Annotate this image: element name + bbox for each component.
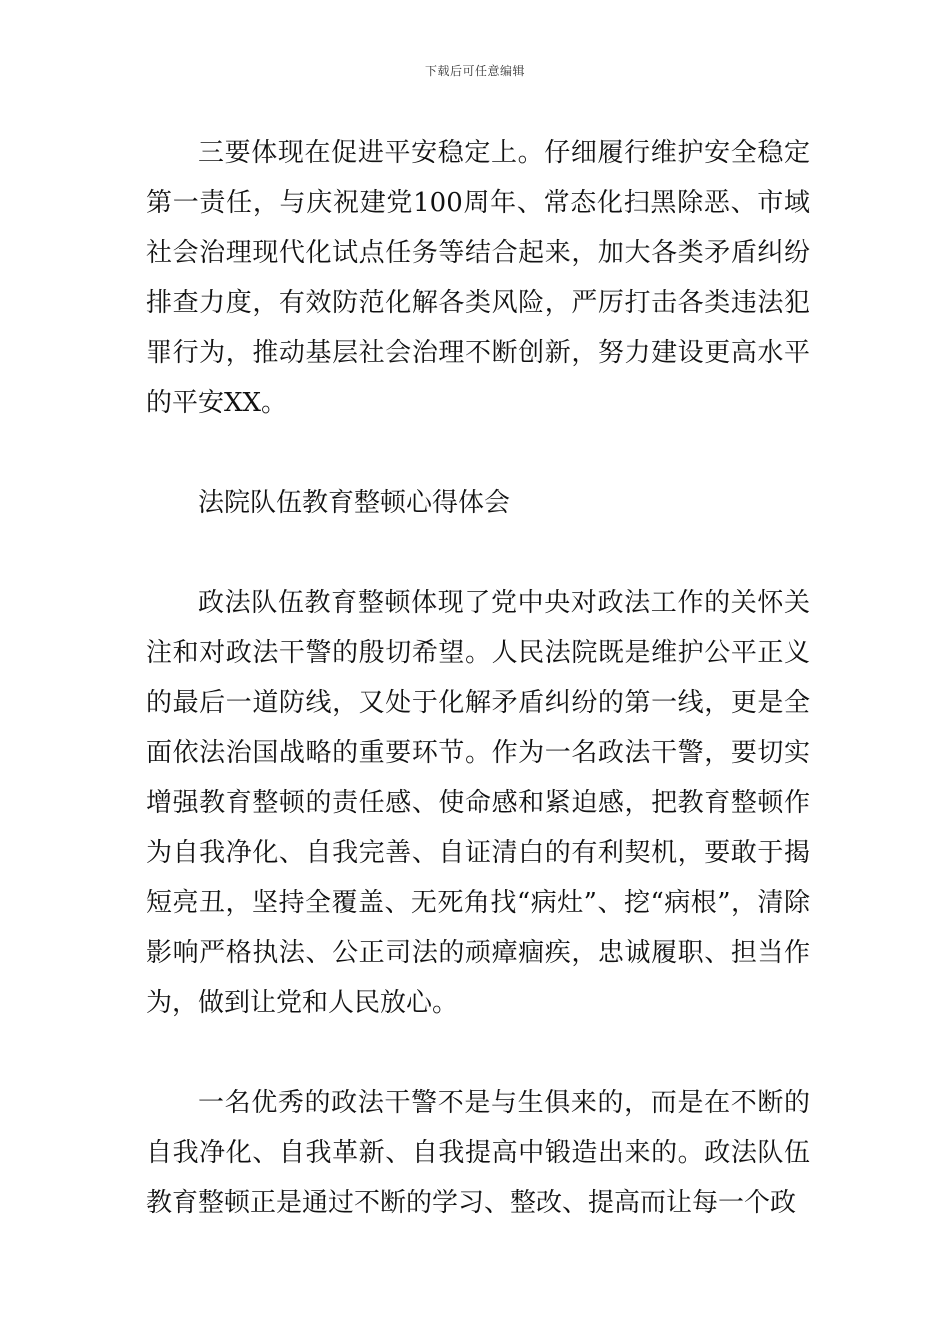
paragraph-spacer [146,428,810,478]
paragraph-education-rectification: 政法队伍教育整顿体现了党中央对政法工作的关怀关注和对政法干警的殷切希望。人民法院既是维护公平正义的最后一道防线，又处于化解矛盾纠纷的第一线，更是全面依法治国战略的重要环节。作为一名政法干警，要切实增强教育整顿的责任感、使命感和紧迫感，把教育整顿作为自我净化、自我完善、自证清白的有利契机，要敢于揭短亮丑，坚持全覆盖、无死角找“病灶”、挖“病根”，清除影响严格执法、公正司法的顽瘴痼疾，忠诚履职、担当作为，做到让党和人民放心。 [146,588,810,1018]
document-body [146,128,810,1228]
paragraph-spacer [146,1028,810,1078]
paragraph-peace-stability: 三要体现在促进平安稳定上。仔细履行维护安全稳定第一责任，与庆祝建党100周年、常态化扫黑除恶、市域社会治理现代化试点任务等结合起来，加大各类矛盾纠纷排查力度，有效防范化解各类风险，严厉打击各类违法犯罪行为，推动基层社会治理不断创新，努力建设更高水平的平安XX。 [146,138,810,418]
paragraph-excellent-officer: 一名优秀的政法干警不是与生俱来的，而是在不断的自我净化、自我革新、自我提高中锻造出来的。政法队伍教育整顿正是通过不断的学习、整改、提高而让每一个政 [146,1088,810,1218]
paragraph-spacer [146,528,810,578]
document-title: 法院队伍教育整顿心得体会 [198,488,511,518]
header-note: 下载后可任意编辑 [424,64,525,78]
